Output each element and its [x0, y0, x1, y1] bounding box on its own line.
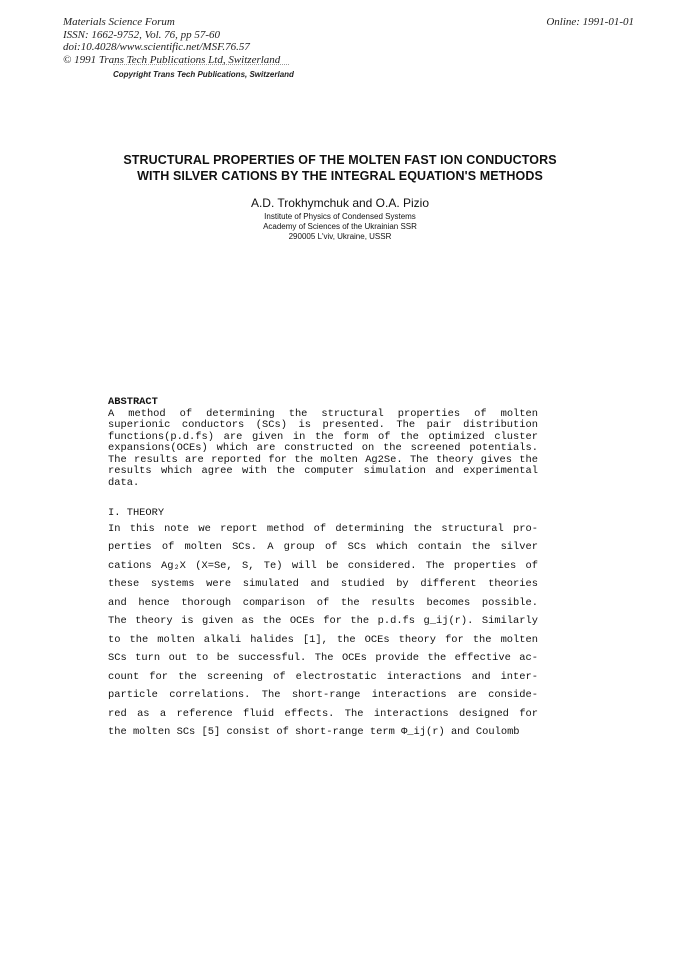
body-line: SCs turn out to be successful. The OCEs provide the effective ac-	[108, 652, 538, 664]
doi-line: doi:10.4028/www.scientific.net/MSF.76.57	[63, 41, 250, 53]
section-heading: I. THEORY	[108, 507, 165, 519]
body-line: particle correlations. The short-range interactions are conside-	[108, 689, 538, 701]
body-line: In this note we report method of determining the structural pro-	[108, 522, 538, 535]
section-body	[108, 520, 538, 742]
copyright-line: Copyright Trans Tech Publications, Switzerland	[113, 70, 294, 79]
affiliation-academy: Academy of Sciences of the Ukrainian SSR	[263, 222, 417, 231]
abstract-text: A method of determining the structural properties of molten superionic conductors (SCs) is presented. The pair distribution functions(p.d.fs) are given in the form of the optimized cluster expansions(OCEs) which are constructed on the screened potentials. The results are reported for the molten Ag2Se. The theory gives the results which agree with the computer simulation and experimental data.	[108, 407, 538, 489]
body-line: and hence thorough comparison of the results becomes possible.	[108, 596, 538, 609]
online-date: Online: 1991-01-01	[546, 16, 634, 28]
publisher-line: © 1991 Trans Tech Publications Ltd, Switzerland	[63, 53, 281, 66]
title-line-1: STRUCTURAL PROPERTIES OF THE MOLTEN FAST ION CONDUCTORS	[123, 153, 557, 167]
body-line: perties of molten SCs. A group of SCs which contain the silver	[108, 541, 538, 553]
issn-line: ISSN: 1662-9752, Vol. 76, pp 57-60	[63, 28, 221, 41]
body-line: the molten SCs [5] consist of short-range term Φ_ij(r) and Coulomb	[108, 726, 520, 738]
body-line: red as a reference fluid effects. The interactions designed for	[108, 707, 538, 720]
theory-section	[108, 508, 538, 742]
abstract-heading: ABSTRACT	[108, 396, 158, 408]
scan-artifact-divider	[113, 64, 289, 66]
abstract	[108, 397, 538, 489]
affiliation	[60, 212, 620, 242]
affiliation-institute: Institute of Physics of Condensed Systems	[264, 212, 416, 221]
paper-title	[60, 152, 620, 184]
title-line-2: WITH SILVER CATIONS BY THE INTEGRAL EQUATION'S METHODS	[137, 169, 543, 183]
journal-header	[63, 16, 280, 66]
affiliation-address: 290005 L'viv, Ukraine, USSR	[288, 232, 392, 241]
body-line: to the molten alkali halides [1], the OCEs theory for the molten	[108, 633, 538, 646]
body-line: cations Ag₂X (X=Se, S, Te) will be considered. The properties of	[108, 559, 538, 572]
body-line: these systems were simulated and studied by different theories	[108, 578, 538, 590]
body-line: The theory is given as the OCEs for the p.d.fs g_ij(r). Similarly	[108, 615, 538, 627]
body-line: count for the screening of electrostatic interactions and inter-	[108, 670, 538, 683]
journal-name: Materials Science Forum	[63, 16, 175, 28]
authors: A.D. Trokhymchuk and O.A. Pizio	[250, 196, 430, 210]
